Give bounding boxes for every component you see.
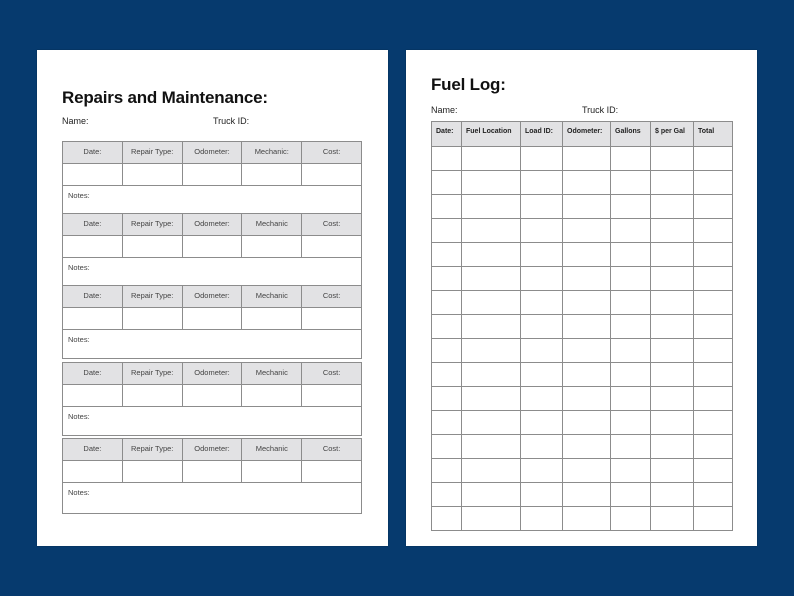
repair-value-cell[interactable]: [242, 385, 302, 406]
repair-entry: [62, 362, 362, 436]
repair-value-cell[interactable]: [183, 164, 243, 185]
fuel-cell[interactable]: [521, 387, 563, 411]
fuel-cell[interactable]: [611, 243, 651, 267]
repair-header-cell: Mechanic: [242, 286, 302, 307]
fuel-cell[interactable]: [462, 291, 521, 315]
repair-value-cell[interactable]: [63, 308, 123, 329]
fuel-header-cell: Total: [694, 122, 733, 147]
fuel-cell[interactable]: [694, 171, 733, 195]
repair-notes-field[interactable]: [63, 483, 361, 513]
repair-header-cell: Repair Type:: [123, 439, 183, 460]
fuel-cell[interactable]: [432, 219, 462, 243]
repair-header-row: [63, 363, 361, 385]
repair-header-cell: Mechanic: [242, 214, 302, 235]
fuel-cell[interactable]: [611, 195, 651, 219]
repair-header-cell: Mechanic: [242, 439, 302, 460]
fuel-cell[interactable]: [462, 147, 521, 171]
repair-header-cell: Cost:: [322, 444, 341, 453]
fuel-cell[interactable]: [694, 387, 733, 411]
fuel-cell[interactable]: [611, 507, 651, 531]
fuel-cell[interactable]: [611, 267, 651, 291]
fuel-cell[interactable]: [563, 459, 611, 483]
fuel-cell[interactable]: [651, 195, 694, 219]
fuel-cell[interactable]: [651, 483, 694, 507]
repair-header-cell: Repair Type:: [123, 142, 183, 163]
repair-value-cell[interactable]: [63, 385, 123, 406]
fuel-cell[interactable]: [694, 363, 733, 387]
repair-value-cell[interactable]: [123, 461, 183, 482]
fuel-cell[interactable]: [462, 387, 521, 411]
fuel-cell[interactable]: [694, 411, 733, 435]
fuel-cell[interactable]: [651, 267, 694, 291]
fuel-cell[interactable]: [432, 483, 462, 507]
fuel-cell[interactable]: [432, 267, 462, 291]
fuel-cell[interactable]: [611, 411, 651, 435]
fuel-cell[interactable]: [563, 411, 611, 435]
fuel-row: [432, 507, 733, 531]
repair-header-cell: Cost:: [322, 219, 341, 228]
fuel-cell[interactable]: [563, 291, 611, 315]
fuel-cell[interactable]: [521, 459, 563, 483]
repair-header-cell: Cost:: [322, 291, 341, 300]
repair-value-cell[interactable]: [183, 308, 243, 329]
fuel-cell[interactable]: [462, 435, 521, 459]
fuel-cell[interactable]: [563, 387, 611, 411]
repair-notes-label: Notes:: [68, 263, 90, 272]
fuel-cell[interactable]: [563, 171, 611, 195]
fuel-cell[interactable]: [651, 291, 694, 315]
fuel-cell[interactable]: [432, 411, 462, 435]
fuel-cell[interactable]: [521, 291, 563, 315]
fuel-cell[interactable]: [462, 459, 521, 483]
fuel-cell[interactable]: [521, 195, 563, 219]
fuel-cell[interactable]: [462, 243, 521, 267]
repair-value-cell[interactable]: [302, 236, 361, 257]
fuel-cell[interactable]: [651, 147, 694, 171]
fuel-cell[interactable]: [521, 363, 563, 387]
repair-header-cell: Odometer:: [183, 363, 243, 384]
repairs-truck-id-label: Truck ID:: [213, 116, 250, 126]
fuel-cell[interactable]: [694, 339, 733, 363]
repair-value-cell[interactable]: [63, 236, 123, 257]
repairs-title: Repairs and Maintenance:: [62, 88, 268, 107]
fuel-cell[interactable]: [651, 219, 694, 243]
fuel-cell[interactable]: [563, 339, 611, 363]
repair-value-cell[interactable]: [183, 385, 243, 406]
repair-header-cell: Odometer:: [183, 142, 243, 163]
fuel-cell[interactable]: [432, 147, 462, 171]
fuel-cell[interactable]: [694, 315, 733, 339]
fuel-header-cell: Gallons: [611, 122, 651, 147]
repair-notes-label: Notes:: [68, 412, 90, 421]
repair-notes-label: Notes:: [68, 488, 90, 497]
fuel-header-cell: Load ID:: [521, 122, 563, 147]
fuel-cell[interactable]: [651, 315, 694, 339]
repair-value-cell[interactable]: [242, 164, 302, 185]
fuel-truck-id-label: Truck ID:: [582, 105, 619, 115]
repair-header-cell: Mechanic:: [242, 142, 302, 163]
fuel-row: [432, 147, 733, 171]
fuel-cell[interactable]: [694, 147, 733, 171]
fuel-cell[interactable]: [651, 171, 694, 195]
fuel-cell[interactable]: [651, 387, 694, 411]
fuel-cell[interactable]: [563, 267, 611, 291]
fuel-cell[interactable]: [521, 315, 563, 339]
repair-value-row: [63, 461, 361, 483]
repair-value-row: [63, 308, 361, 330]
repair-header-cell: Mechanic: [242, 363, 302, 384]
fuel-cell[interactable]: [651, 411, 694, 435]
fuel-cell[interactable]: [611, 147, 651, 171]
fuel-cell[interactable]: [432, 459, 462, 483]
fuel-header-cell: Fuel Location: [462, 122, 521, 147]
fuel-cell[interactable]: [521, 435, 563, 459]
repairs-name-label: Name:: [62, 116, 89, 126]
fuel-cell[interactable]: [651, 363, 694, 387]
fuel-cell[interactable]: [563, 219, 611, 243]
repair-header-cell: Cost:: [322, 147, 341, 156]
fuel-log-table: [431, 121, 733, 531]
fuel-cell[interactable]: [462, 195, 521, 219]
fuel-cell[interactable]: [462, 267, 521, 291]
fuel-name-label: Name:: [431, 105, 458, 115]
fuel-cell[interactable]: [462, 171, 521, 195]
repair-value-row: [63, 385, 361, 407]
fuel-cell[interactable]: [694, 195, 733, 219]
fuel-cell[interactable]: [432, 435, 462, 459]
fuel-cell[interactable]: [563, 435, 611, 459]
fuel-cell[interactable]: [611, 483, 651, 507]
fuel-cell[interactable]: [462, 411, 521, 435]
repair-value-cell[interactable]: [123, 164, 183, 185]
repair-entry: [62, 438, 362, 514]
repair-value-cell[interactable]: [242, 308, 302, 329]
repairs-sheet: [37, 50, 388, 546]
fuel-cell[interactable]: [462, 363, 521, 387]
repair-notes-label: Notes:: [68, 335, 90, 344]
repair-value-row: [63, 236, 361, 258]
fuel-header-cell: Odometer:: [563, 122, 611, 147]
fuel-body: [432, 147, 733, 531]
fuel-row: [432, 435, 733, 459]
repair-entry: [62, 141, 362, 215]
fuel-cell[interactable]: [432, 507, 462, 531]
repair-header-row: [63, 142, 361, 164]
repair-value-cell[interactable]: [242, 236, 302, 257]
fuel-cell[interactable]: [432, 243, 462, 267]
repair-notes-field[interactable]: [63, 330, 361, 358]
fuel-cell[interactable]: [694, 291, 733, 315]
repair-value-cell[interactable]: [183, 236, 243, 257]
fuel-cell[interactable]: [611, 219, 651, 243]
repair-value-cell[interactable]: [183, 461, 243, 482]
fuel-cell[interactable]: [432, 315, 462, 339]
fuel-cell[interactable]: [611, 339, 651, 363]
fuel-cell[interactable]: [694, 507, 733, 531]
fuel-cell[interactable]: [563, 315, 611, 339]
fuel-cell[interactable]: [694, 219, 733, 243]
repair-notes-field[interactable]: [63, 186, 361, 214]
fuel-row: [432, 387, 733, 411]
fuel-cell[interactable]: [651, 339, 694, 363]
repair-value-cell[interactable]: [302, 308, 361, 329]
repair-entry: [62, 213, 362, 287]
repair-value-cell[interactable]: [302, 164, 361, 185]
repair-value-cell[interactable]: [302, 461, 361, 482]
fuel-cell[interactable]: [651, 435, 694, 459]
repair-notes-field[interactable]: [63, 407, 361, 435]
fuel-cell[interactable]: [563, 243, 611, 267]
fuel-cell[interactable]: [611, 291, 651, 315]
fuel-cell[interactable]: [694, 459, 733, 483]
fuel-cell[interactable]: [521, 507, 563, 531]
fuel-row: [432, 267, 733, 291]
fuel-header-row: [432, 122, 733, 147]
repair-header-cell: Repair Type:: [123, 363, 183, 384]
fuel-cell[interactable]: [694, 435, 733, 459]
repair-header-cell: Date:: [63, 214, 123, 235]
fuel-cell[interactable]: [462, 339, 521, 363]
repair-header-cell: Odometer:: [183, 214, 243, 235]
fuel-row: [432, 315, 733, 339]
fuel-cell[interactable]: [611, 459, 651, 483]
repair-notes-field[interactable]: [63, 258, 361, 286]
fuel-cell[interactable]: [432, 195, 462, 219]
fuel-cell[interactable]: [563, 195, 611, 219]
fuel-header-cell: $ per Gal: [651, 122, 694, 147]
fuel-cell[interactable]: [462, 483, 521, 507]
fuel-cell[interactable]: [563, 363, 611, 387]
repair-header-cell: Date:: [63, 363, 123, 384]
fuel-cell[interactable]: [521, 411, 563, 435]
repair-header-cell: Cost:: [322, 368, 341, 377]
repair-header-cell: Odometer:: [183, 439, 243, 460]
repair-notes-label: Notes:: [68, 191, 90, 200]
fuel-cell[interactable]: [611, 435, 651, 459]
fuel-cell[interactable]: [563, 507, 611, 531]
fuel-cell[interactable]: [563, 147, 611, 171]
repair-header-row: [63, 286, 361, 308]
fuel-row: [432, 411, 733, 435]
repair-header-cell: Date:: [63, 142, 123, 163]
fuel-cell[interactable]: [694, 483, 733, 507]
fuel-row: [432, 483, 733, 507]
fuel-header-cell: Date:: [432, 122, 462, 147]
repair-header-cell: Odometer:: [183, 286, 243, 307]
repair-header-cell: Date:: [63, 439, 123, 460]
repair-value-cell[interactable]: [242, 461, 302, 482]
fuel-row: [432, 459, 733, 483]
fuel-row: [432, 339, 733, 363]
repair-value-cell[interactable]: [123, 308, 183, 329]
fuel-cell[interactable]: [651, 243, 694, 267]
fuel-cell[interactable]: [611, 363, 651, 387]
fuel-cell[interactable]: [462, 219, 521, 243]
fuel-cell[interactable]: [432, 171, 462, 195]
fuel-cell[interactable]: [694, 243, 733, 267]
fuel-cell[interactable]: [611, 387, 651, 411]
repair-value-row: [63, 164, 361, 186]
repair-value-cell[interactable]: [63, 461, 123, 482]
fuel-row: [432, 291, 733, 315]
repair-header-row: [63, 439, 361, 461]
repair-entry: [62, 285, 362, 359]
repair-value-cell[interactable]: [123, 385, 183, 406]
fuel-cell[interactable]: [651, 459, 694, 483]
fuel-cell[interactable]: [432, 339, 462, 363]
fuel-row: [432, 195, 733, 219]
fuel-row: [432, 363, 733, 387]
repair-value-cell[interactable]: [302, 385, 361, 406]
repair-header-row: [63, 214, 361, 236]
fuel-cell[interactable]: [521, 219, 563, 243]
fuel-log-title: Fuel Log:: [431, 75, 506, 94]
repair-value-cell[interactable]: [63, 164, 123, 185]
fuel-cell[interactable]: [694, 267, 733, 291]
fuel-cell[interactable]: [432, 291, 462, 315]
fuel-cell[interactable]: [651, 507, 694, 531]
fuel-cell[interactable]: [462, 315, 521, 339]
fuel-cell[interactable]: [521, 171, 563, 195]
fuel-cell[interactable]: [432, 363, 462, 387]
fuel-cell[interactable]: [521, 483, 563, 507]
repair-header-cell: Repair Type:: [123, 286, 183, 307]
fuel-cell[interactable]: [563, 483, 611, 507]
fuel-cell[interactable]: [462, 507, 521, 531]
repair-header-cell: Date:: [63, 286, 123, 307]
repair-value-cell[interactable]: [123, 236, 183, 257]
repair-header-cell: Repair Type:: [123, 214, 183, 235]
fuel-cell[interactable]: [521, 147, 563, 171]
fuel-row: [432, 243, 733, 267]
fuel-cell[interactable]: [521, 243, 563, 267]
fuel-log-sheet: [406, 50, 757, 546]
fuel-cell[interactable]: [611, 171, 651, 195]
fuel-cell[interactable]: [521, 267, 563, 291]
fuel-cell[interactable]: [521, 339, 563, 363]
fuel-row: [432, 219, 733, 243]
fuel-row: [432, 171, 733, 195]
fuel-cell[interactable]: [611, 315, 651, 339]
fuel-cell[interactable]: [432, 387, 462, 411]
